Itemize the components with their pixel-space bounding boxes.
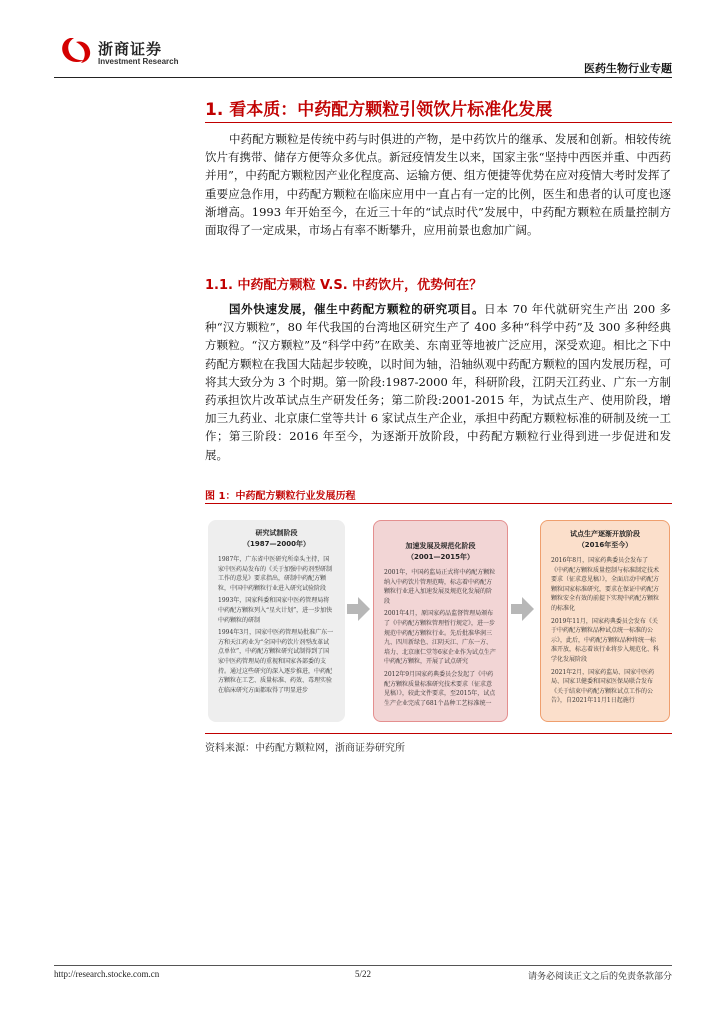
stage-paragraph: 1994年3月，国家中医药管理局批准广东一方和天江药业为“全国中药饮片剂型改革试点单位”，中药配方颗粒研究试制得到了国家中医药管理局的重视和国家各部委的支持。通过这些研究的深入逐步推进，中药配方颗粒在工艺、质量标准、药效、毒理实验在临床研究方面都取得了明显进步 (218, 629, 334, 694)
stage-years: （2016年至今） (577, 541, 633, 549)
figure-source: 资料来源：中药配方颗粒网，浙商证券研究所 (205, 743, 405, 754)
stage-years: （1987—2000年） (243, 540, 310, 548)
figure-title: 图 1：中药配方颗粒行业发展历程 (205, 491, 356, 502)
stage-paragraph: 2019年11月，国家药典委员会发布《关于中药配方颗粒品种试点统一标准的公示》，此后，中药配方颗粒品种将统一标准开放，标志着该行业将步入规范化、科学化发展阶段 (551, 617, 660, 663)
stage-paragraph: 2012年9月国家药典委员会发起了《中药配方颗粒质量标准研究技术要求（征求意见稿）》，较此文件要求，至2015年，试点生产企业完成了681个品种工艺标准统一 (384, 670, 496, 707)
page-number: 5/22 (355, 969, 372, 979)
footer-disclaimer: 请务必阅读正文之后的免责条款部分 (527, 972, 672, 982)
stage-title: 研究试制阶段 (255, 529, 298, 537)
brand-name-cn: 浙商证券 (98, 40, 163, 58)
report-type: 医药生物行业专题 (584, 62, 672, 75)
figure-bottom-rule (205, 733, 672, 734)
section-title-rule (205, 122, 672, 123)
subsection-body: 日本 70 年代就研究生产出 200 多种“汉方颗粒”，80 年代我国的台湾地区研究生产了 400 多种“科学中药”及 300 多种经典方颗粒。“汉方颗粒”及“科学中药”在欧美、东南亚等地被广泛应用，深受欢迎。相比之下中药配方颗粒在我国大陆起步较晚，以时间为轴，沿轴纵观中药配方颗粒的国内发展历程，可将其大致分为 3 个时期。第一阶段:1987-2000 年，科研阶段，江阴天江药业、广东一方制药承担饮片改革试点生产研发任务；第二阶段:2001-2015 年，为试点生产、使用阶段，增加三九药业、北京康仁堂等共计 6 家试点生产企业，承担中药配方颗粒标准的研制及统一工作；第三阶段：2016 年至今，为逐渐开放阶段，中药配方颗粒行业得到进一步促进和发展。 (205, 302, 671, 462)
stage-card-research (208, 520, 345, 722)
stage-paragraph: 2021年2月，国家药监局、国家中医药局、国家卫健委和国家医保局联合发布《关于结束中药配方颗粒试点工作的公告》，自2021年11月1日起施行 (551, 668, 655, 705)
stage-body (551, 556, 659, 706)
section-title: 1. 看本质：中药配方颗粒引领饮片标准化发展 (205, 100, 553, 120)
stage-card-accelerated (373, 520, 508, 722)
figure-top-rule (205, 503, 672, 504)
arrow-right-icon (347, 596, 371, 622)
stage-body (384, 568, 497, 708)
footer-divider (54, 965, 672, 966)
stage-paragraph: 1993年，国家科委和国家中医药管理局将中药配方颗粒列入“星火计划”，进一步加快中药颗粒的研制 (218, 597, 333, 624)
stage-paragraph: 1987年，广东省中医研究所牵头主持，国家中医药局发布的《关于加强中药剂型研制工作的意见》要求指出，研制中药配方颗粒，中国中药颗粒行业进入研究试验阶段 (218, 556, 333, 592)
header-divider (54, 77, 672, 78)
stage-card-opening (540, 520, 670, 722)
brand-logo (60, 36, 92, 64)
stage-paragraph: 2016年8月，国家药典委员会发布了《中药配方颗粒质量控制与标准制定技术要求（征求意见稿）》，全面启动中药配方颗粒国家标准研究，要求在保证中药配方颗粒安全有效的前提下实现中药配方颗粒的标准化 (551, 557, 660, 612)
arrow-right-icon (511, 596, 535, 622)
stage-body (218, 555, 335, 695)
subsection-paragraph (205, 300, 671, 464)
stage-title: 试点生产逐渐开放阶段 (570, 530, 640, 538)
brand-name-en: Investment Research (98, 57, 179, 66)
footer-url[interactable]: http://research.stocke.com.cn (54, 969, 160, 979)
stage-paragraph: 2001年，中国药监局正式将中药配方颗粒纳入中药饮片管理范畴，标志着中药配方颗粒行业进入加速发展及规范化发展的阶段 (384, 569, 496, 605)
stage-paragraph: 2001年4月，原国家药品监督管理局颁布了《中药配方颗粒管理暂行规定》，进一步规范中药配方颗粒行业。先后批准华润三九、四川新绿色、江阴天江、广东一方、培力、北京康仁堂等6家企业作为试点生产中药配方颗粒，开展了试点研究 (384, 610, 496, 666)
stage-years: （2001—2015年） (407, 553, 474, 561)
stage-title: 加速发展及规范化阶段 (405, 542, 476, 550)
section-paragraph: 中药配方颗粒是传统中药与时俱进的产物，是中药饮片的继承、发展和创新。相较传统饮片有携带、储存方便等众多优点。新冠疫情发生以来，国家主张“坚持中西医并重、中西药并用”，中药配方颗粒因产业化程度高、运输方便、组方便捷等优势在应对疫情大考时发挥了重要应急作用，中药配方颗粒在临床应用中一直占有一定的比例，医生和患者的认可度也逐渐增高。1993 年开始至今，在近三十年的“试点时代”发展中，中药配方颗粒在质量控制方面取得了一定成果，市场占有率不断攀升，应用前景也愈加广阔。 (205, 132, 671, 238)
subsection-lead: 国外快速发展，催生中药配方颗粒的研究项目。 (229, 302, 485, 316)
subsection-title: 1.1. 中药配方颗粒 V.S. 中药饮片，优势何在？ (205, 278, 483, 293)
